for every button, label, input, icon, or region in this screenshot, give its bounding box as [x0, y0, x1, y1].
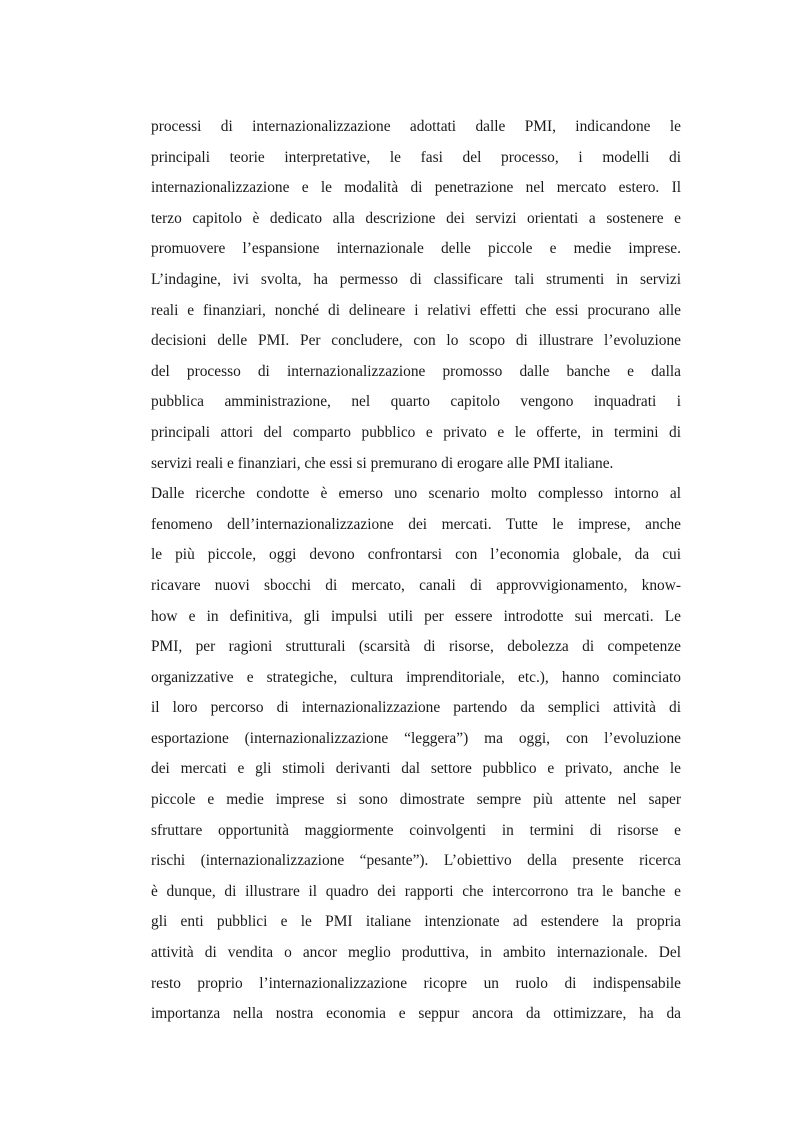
text-line: organizzative e strategiche, cultura imprenditoriale, etc.), hanno cominciato	[151, 668, 681, 686]
text-line: processi di internazionalizzazione adottati dalle PMI, indicandone le	[151, 118, 681, 135]
text-line: principali attori del comparto pubblico e privato e le offerte, in termini di	[151, 423, 681, 441]
text-line: ricavare nuovi sbocchi di mercato, canali di approvvigionamento, know-	[151, 576, 681, 594]
text-line: resto proprio l’internazionalizzazione ricopre un ruolo di indispensabile	[151, 974, 681, 992]
text-line: fenomeno dell’internazionalizzazione dei mercati. Tutte le imprese, anche	[151, 515, 681, 533]
text-line: il loro percorso di internazionalizzazione partendo da semplici attività di	[151, 699, 681, 717]
document-page	[151, 112, 681, 1030]
text-line: attività di vendita o ancor meglio produttiva, in ambito internazionale. Del	[151, 944, 681, 962]
text-line: terzo capitolo è dedicato alla descrizione dei servizi orientati a sostenere e	[151, 209, 681, 227]
text-line: le più piccole, oggi devono confrontarsi con l’economia globale, da cui	[151, 546, 681, 564]
text-line: L’indagine, ivi svolta, ha permesso di classificare tali strumenti in servizi	[151, 270, 681, 288]
text-line: servizi reali e finanziari, che essi si premurano di erogare alle PMI italiane.	[151, 454, 614, 472]
text-line: how e in definitiva, gli impulsi utili per essere introdotte sui mercati. Le	[151, 607, 681, 625]
text-line: decisioni delle PMI. Per concludere, con lo scopo di illustrare l’evoluzione	[151, 332, 681, 350]
text-line: internazionalizzazione e le modalità di penetrazione nel mercato estero. Il	[151, 179, 681, 197]
text-line: sfruttare opportunità maggiormente coinvolgenti in termini di risorse e	[151, 821, 681, 839]
text-line: principali teorie interpretative, le fasi del processo, i modelli di	[151, 148, 681, 166]
text-line: esportazione (internazionalizzazione “leggera”) ma oggi, con l’evoluzione	[151, 729, 681, 747]
text-line: del processo di internazionalizzazione promosso dalle banche e dalla	[151, 362, 681, 380]
text-line: importanza nella nostra economia e seppur ancora da ottimizzare, ha da	[151, 1005, 681, 1023]
text-line: pubblica amministrazione, nel quarto capitolo vengono inquadrati i	[151, 393, 681, 411]
text-line: rischi (internazionalizzazione “pesante”). L’obiettivo della presente ricerca	[151, 852, 681, 870]
text-line: dei mercati e gli stimoli derivanti dal settore pubblico e privato, anche le	[151, 760, 681, 778]
text-line: Dalle ricerche condotte è emerso uno scenario molto complesso intorno al	[151, 485, 681, 503]
text-line: reali e finanziari, nonché di delineare i relativi effetti che essi procurano alle	[151, 301, 681, 319]
text-line: gli enti pubblici e le PMI italiane intenzionate ad estendere la propria	[151, 913, 681, 931]
text-line: promuovere l’espansione internazionale delle piccole e medie imprese.	[151, 240, 681, 258]
text-line: PMI, per ragioni strutturali (scarsità di risorse, debolezza di competenze	[151, 638, 681, 656]
text-line: è dunque, di illustrare il quadro dei rapporti che intercorrono tra le banche e	[151, 882, 681, 900]
text-line: piccole e medie imprese si sono dimostrate sempre più attente nel saper	[151, 791, 681, 809]
